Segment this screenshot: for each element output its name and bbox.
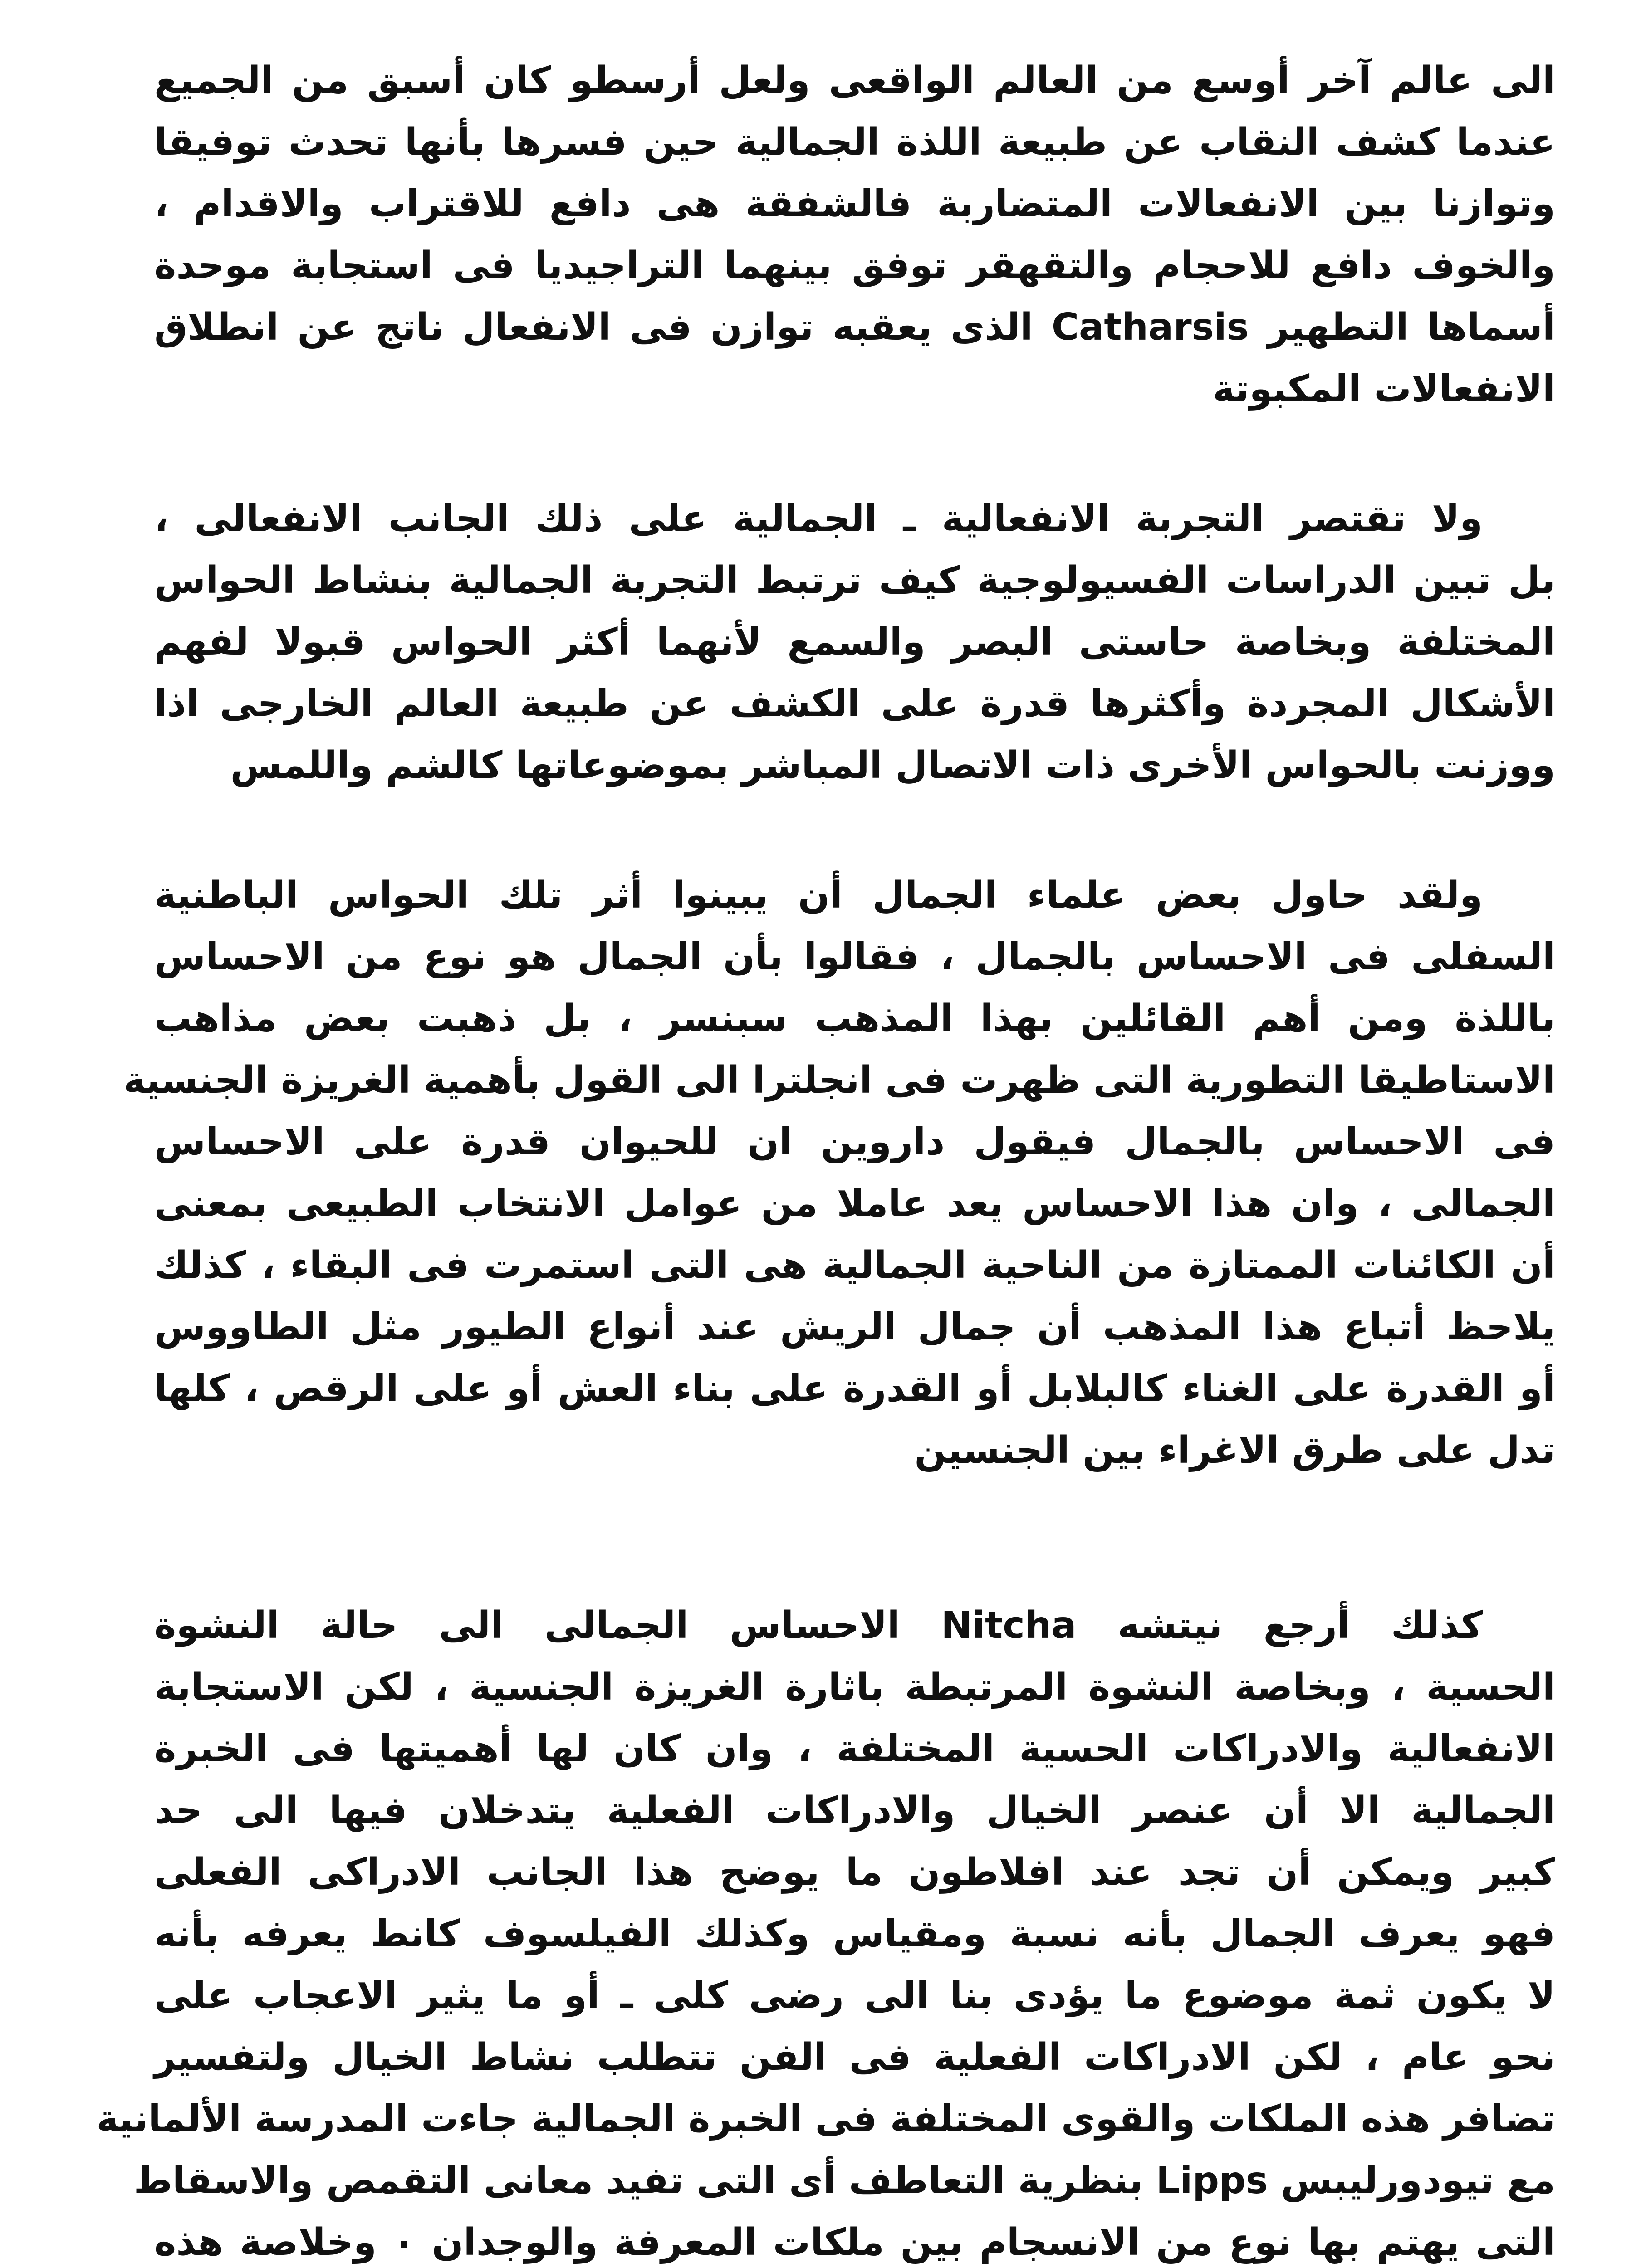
text-line: وتوازنا بين الانفعالات المتضاربة فالشفقة هى دافع للاقتراب والاقدام ، <box>154 182 1555 225</box>
text-line: الجمالية الا أن عنصر الخيال والادراكات الفعلية يتدخلان فيها الى حد <box>154 1789 1555 1832</box>
document-page <box>96 50 1555 2268</box>
text-line: السفلى فى الاحساس بالجمال ، فقالوا بأن الجمال هو نوع من الاحساس <box>154 935 1555 978</box>
paragraph <box>154 50 1555 420</box>
text-line: مع تيودورليبس Lipps بنظرية التعاطف أى التى تفيد معانى التقمص والاسقاط <box>133 2159 1555 2202</box>
text-line: أن الكائنات الممتازة من الناحية الجمالية هى التى استمرت فى البقاء ، كذلك <box>154 1244 1555 1287</box>
text-line: عندما كشف النقاب عن طبيعة اللذة الجمالية حين فسرها بأنها تحدث توفيقا <box>154 121 1555 164</box>
text-line: تدل على طرق الاغراء بين الجنسين <box>914 1429 1555 1472</box>
paragraph <box>96 1595 1555 2268</box>
paragraph-gap <box>154 420 1555 488</box>
text-line: الحسية ، وبخاصة النشوة المرتبطة باثارة الغريزة الجنسية ، لكن الاستجابة <box>154 1666 1555 1709</box>
text-line: ووزنت بالحواس الأخرى ذات الاتصال المباشر بموضوعاتها كالشم واللمس <box>230 744 1555 787</box>
text-line: المختلفة وبخاصة حاستى البصر والسمع لأنهما أكثر الحواس قبولا لفهم <box>154 621 1555 664</box>
text-line: فهو يعرف الجمال بأنه نسبة ومقياس وكذلك الفيلسوف كانط يعرفه بأنه <box>154 1912 1555 1955</box>
paragraph <box>123 865 1555 1481</box>
text-line: الأشكال المجردة وأكثرها قدرة على الكشف عن طبيعة العالم الخارجى اذا <box>154 682 1555 725</box>
text-line: الجمالى ، وان هذا الاحساس يعد عاملا من عوامل الانتخاب الطبيعى بمعنى <box>154 1182 1555 1225</box>
text-line: الانفعالية والادراكات الحسية المختلفة ، وان كان لها أهميتها فى الخبرة <box>154 1727 1555 1770</box>
text-line: الى عالم آخر أوسع من العالم الواقعى ولعل أرسطو كان أسبق من الجميع <box>154 59 1555 102</box>
paragraph-gap <box>154 797 1555 865</box>
text-line: باللذة ومن أهم القائلين بهذا المذهب سبنسر ، بل ذهبت بعض مذاهب <box>154 997 1555 1040</box>
paragraph-gap <box>154 1481 1555 1595</box>
text-line: تضافر هذه الملكات والقوى المختلفة فى الخبرة الجمالية جاءت المدرسة الألمانية <box>96 2097 1555 2141</box>
text-line: أو القدرة على الغناء كالبلابل أو القدرة على بناء العش أو على الرقص ، كلها <box>154 1367 1555 1410</box>
text-line: والخوف دافع للاحجام والتقهقر توفق بينهما التراجيديا فى استجابة موحدة <box>154 244 1555 287</box>
text-line: التى يهتم بها نوع من الانسجام بين ملكات المعرفة والوجدان ٠ وخلاصة هذه <box>154 2221 1555 2264</box>
text-line: كبير ويمكن أن تجد عند افلاطون ما يوضح هذا الجانب الادراكى الفعلى <box>154 1851 1555 1894</box>
paragraph <box>154 488 1555 797</box>
text-line: كذلك أرجع نيتشه Nitcha الاحساس الجمالى الى حالة النشوة <box>154 1604 1483 1647</box>
body-text <box>96 50 1555 2268</box>
text-line: بل تبين الدراسات الفسيولوجية كيف ترتبط التجربة الجمالية بنشاط الحواس <box>154 559 1555 602</box>
text-line: أسماها التطهير Catharsis الذى يعقبه توازن فى الانفعال ناتج عن انطلاق <box>154 306 1555 349</box>
text-line: ولا تقتصر التجربة الانفعالية ـ الجمالية على ذلك الجانب الانفعالى ، <box>154 497 1483 540</box>
text-line: يلاحظ أتباع هذا المذهب أن جمال الريش عند أنواع الطيور مثل الطاووس <box>154 1305 1555 1349</box>
text-line: الانفعالات المكبوتة <box>1212 367 1555 411</box>
text-line: نحو عام ، لكن الادراكات الفعلية فى الفن تتطلب نشاط الخيال ولتفسير <box>154 2036 1555 2079</box>
text-line: ولقد حاول بعض علماء الجمال أن يبينوا أثر تلك الحواس الباطنية <box>154 874 1483 917</box>
text-line: لا يكون ثمة موضوع ما يؤدى بنا الى رضى كلى ـ أو ما يثير الاعجاب على <box>154 1974 1555 2017</box>
text-line: فى الاحساس بالجمال فيقول داروين ان للحيوان قدرة على الاحساس <box>154 1120 1555 1163</box>
text-line: الاستاطيقا التطورية التى ظهرت فى انجلترا الى القول بأهمية الغريزة الجنسية <box>123 1059 1555 1102</box>
